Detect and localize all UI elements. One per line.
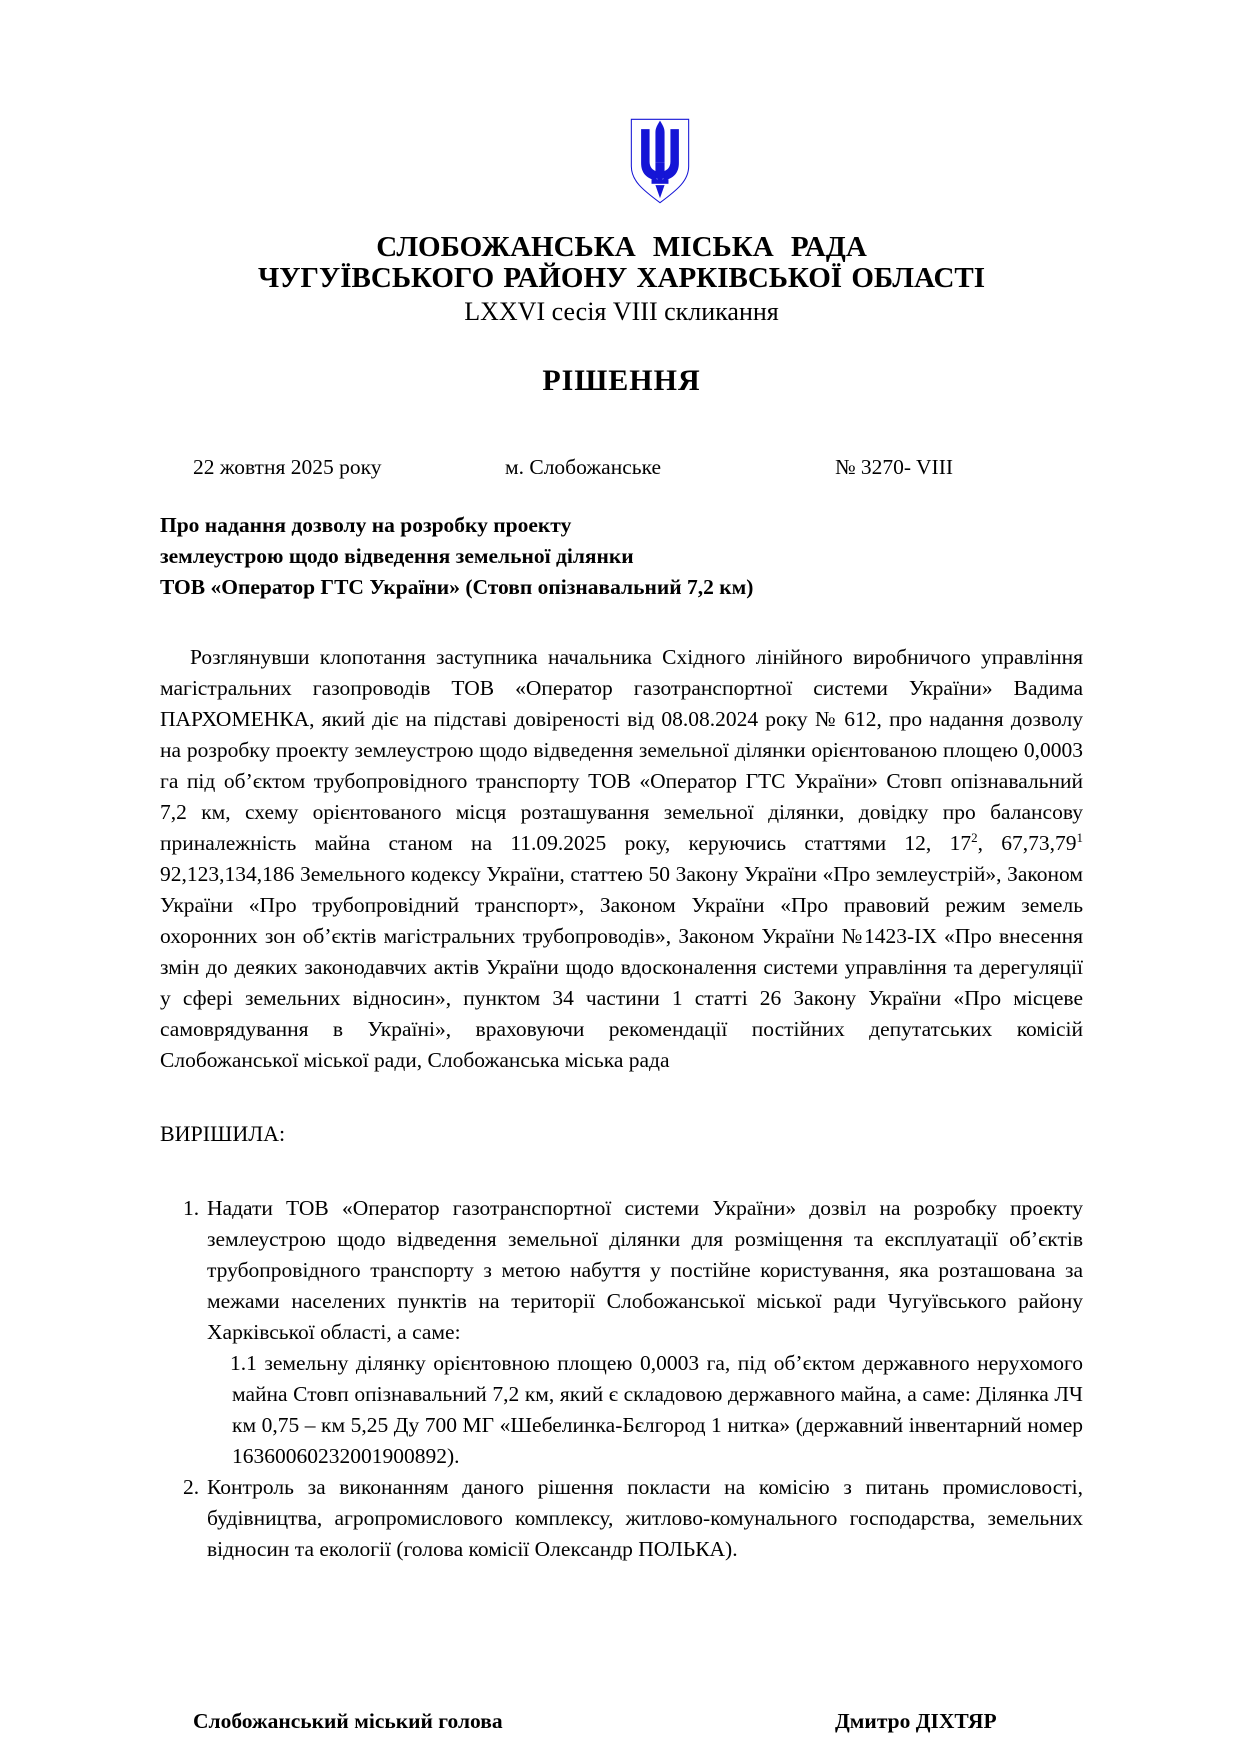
subject-heading [160, 510, 1083, 603]
list-item-2-text: Контроль за виконанням даного рішення покласти на комісію з питань промисловості, будівництва, агропромислового комплексу, житлово-комунального господарства, земельних відносин та екології (голова комісії Олександр ПОЛЬКА). [207, 1475, 1083, 1561]
subject-line-2: землеустрою щодо відведення земельної ділянки [160, 544, 634, 568]
org-header [160, 232, 1083, 327]
resolved-label: ВИРІШИЛА: [160, 1121, 286, 1146]
ukraine-trident-emblem-icon [627, 118, 693, 204]
subject-line-3: ТОВ «Оператор ГТС України» (Стовп опізнавальний 7,2 км) [160, 575, 754, 599]
decision-number: № 3270- VIII [835, 455, 954, 479]
session-line: LXXVI сесія VIII скликання [464, 297, 779, 326]
list-item-1-1 [207, 1348, 1083, 1472]
list-item-2 [160, 1472, 1083, 1565]
resolution-list [160, 1193, 1083, 1565]
district-line: ЧУГУЇВСЬКОГО РАЙОНУ ХАРКІВСЬКОЇ ОБЛАСТІ [257, 262, 986, 294]
preamble-paragraph [160, 642, 1083, 1076]
list-item-1-text: Надати ТОВ «Оператор газотранспортної системи України» дозвіл на розробку проекту землеустрою щодо відведення земельної ділянки для розміщення та експлуатації об’єктів трубопровідного транспорту з метою набуття у постійне користування, яка розташована за межами населених пунктів на території Слобожанської міської ради Чугуївського району Харківської області, а саме: [207, 1196, 1083, 1344]
preamble-text-c: 92,123,134,186 Земельного кодексу України, статтею 50 Закону України «Про землеустрій», Законом України «Про трубопровідний транспорт», Законом України «Про правовий режим земель охоронних зон об’єктів магістральних трубопроводів», Законом України №1423-ІХ «Про внесення змін до деяких законодавчих актів України щодо вдосконалення системи управління та дерегуляції у сфері земельних відносин», пунктом 34 частини 1 статті 26 Закону України «Про місцеве самоврядування в Україні», враховуючи рекомендації постійних депутатських комісій Слобожанської міської ради, Слобожанська міська рада [160, 862, 1083, 1072]
document-type-title: РІШЕННЯ [542, 364, 701, 397]
preamble-text-b: , 67,73,79 [977, 831, 1077, 855]
list-item-1-1-text: земельну ділянку орієнтовною площею 0,0003 га, під об’єктом державного нерухомого майна Стовп опізнавальний 7,2 км, який є складовою державного майна, а саме: Ділянка ЛЧ км 0,75 – км 5,25 Ду 700 МГ «Шебелинка-Бєлгород 1 нитка» (державний інвентарний номер 16360060232001900892). [232, 1351, 1084, 1468]
article-superscript-2: 2 [971, 829, 978, 845]
list-item-1-body [207, 1193, 1083, 1472]
decision-place: м. Слобожанське [505, 455, 662, 479]
signer-name: Дмитро ДІХТЯР [835, 1709, 997, 1733]
list-item-1-1-number: 1.1 [230, 1351, 257, 1375]
signer-position: Слобожанський міський голова [193, 1709, 503, 1733]
dateline-row [160, 455, 1083, 486]
list-item-2-number: 2. [183, 1475, 200, 1499]
article-superscript-1: 1 [1076, 829, 1084, 845]
preamble-text-a: Розглянувши клопотання заступника начальника Східного лінійного виробничого управління магістральних газопроводів ТОВ «Оператор газотранспортної системи України» Вадима ПАРХОМЕНКА, який діє на підставі довіреності від 08.08.2024 року № 612, про надання дозволу на розробку проекту землеустрою щодо відведення земельної ділянки орієнтованою площею 0,0003 га під об’єктом трубопровідного транспорту ТОВ «Оператор ГТС України» Стовп опізнавальний 7,2 км, схему орієнтованого місця розташування земельної ділянки, довідку про балансову приналежність майна станом на 11.09.2025 року, керуючись статтями 12, 17 [160, 645, 1083, 855]
list-item-1 [160, 1193, 1083, 1472]
signature-row [160, 1709, 1083, 1740]
council-name: СЛОБОЖАНСЬКА МІСЬКА РАДА [376, 231, 867, 263]
list-item-1-number: 1. [183, 1196, 200, 1220]
subject-line-1: Про надання дозволу на розробку проекту [160, 513, 572, 537]
decision-date: 22 жовтня 2025 року [193, 455, 382, 479]
